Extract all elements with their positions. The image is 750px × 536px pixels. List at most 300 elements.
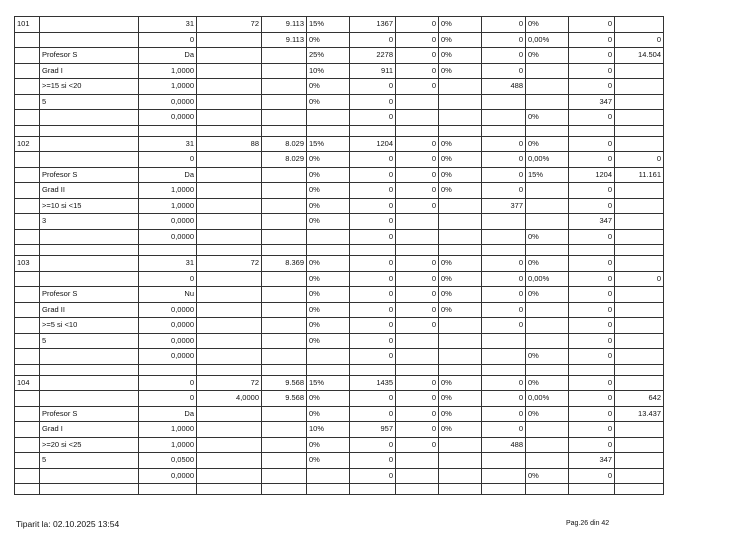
spacer-cell [569, 245, 615, 256]
table-cell: 0 [569, 63, 615, 79]
table-cell: 0 [569, 17, 615, 33]
table-cell: 0,0000 [139, 110, 197, 126]
table-cell: 0 [396, 375, 439, 391]
table-cell [197, 422, 262, 438]
table-cell [615, 375, 664, 391]
table-cell: >=20 si <25 [40, 437, 139, 453]
table-cell [197, 63, 262, 79]
table-cell: 0 [615, 32, 664, 48]
table-cell: 0,0000 [139, 333, 197, 349]
table-cell [396, 229, 439, 245]
table-cell: 0 [482, 136, 526, 152]
table-cell: 0,0500 [139, 453, 197, 469]
table-cell: 0% [307, 94, 350, 110]
table-cell: 0 [482, 422, 526, 438]
spacer-cell [197, 245, 262, 256]
table-row [15, 391, 664, 407]
table-cell [197, 349, 262, 365]
table-cell [40, 391, 139, 407]
table-cell [526, 333, 569, 349]
table-cell: 0 [396, 63, 439, 79]
spacer-cell [396, 245, 439, 256]
table-row [15, 256, 664, 272]
table-cell [615, 318, 664, 334]
table-cell: 0 [350, 453, 396, 469]
table-row [15, 94, 664, 110]
table-cell: 0 [396, 422, 439, 438]
table-cell: 0 [350, 271, 396, 287]
spacer-cell [526, 125, 569, 136]
table-cell: Profesor S [40, 406, 139, 422]
table-cell: 3 [40, 214, 139, 230]
table-cell [262, 422, 307, 438]
table-cell [197, 48, 262, 64]
table-cell: 0% [439, 17, 482, 33]
spacer-cell [139, 125, 197, 136]
table-cell [262, 79, 307, 95]
table-cell: 0% [439, 287, 482, 303]
table-cell: 347 [569, 453, 615, 469]
table-cell [40, 271, 139, 287]
table-cell: 0% [307, 167, 350, 183]
table-cell: 0 [569, 318, 615, 334]
table-cell [482, 349, 526, 365]
table-cell: 0% [439, 63, 482, 79]
spacer-cell [139, 364, 197, 375]
table-cell [15, 152, 40, 168]
table-cell: 0,0000 [139, 229, 197, 245]
table-cell: 0% [307, 214, 350, 230]
table-cell [615, 63, 664, 79]
table-cell [262, 333, 307, 349]
table-cell: 9.568 [262, 391, 307, 407]
spacer-cell [439, 484, 482, 495]
spacer-cell [615, 364, 664, 375]
table-cell [40, 256, 139, 272]
table-cell [15, 468, 40, 484]
spacer-cell [526, 484, 569, 495]
table-cell: 0 [396, 287, 439, 303]
spacer-cell [307, 245, 350, 256]
table-cell: 0% [439, 136, 482, 152]
table-cell: 0 [569, 256, 615, 272]
table-cell: 0 [482, 63, 526, 79]
table-cell [396, 333, 439, 349]
table-cell: 1435 [350, 375, 396, 391]
table-cell [262, 48, 307, 64]
table-cell [197, 229, 262, 245]
table-cell: 0 [350, 256, 396, 272]
table-row [15, 271, 664, 287]
table-cell: 103 [15, 256, 40, 272]
table-cell: 0% [526, 229, 569, 245]
table-cell: 13.437 [615, 406, 664, 422]
table-cell [482, 333, 526, 349]
table-cell [482, 94, 526, 110]
table-cell [307, 468, 350, 484]
table-cell: 1,0000 [139, 198, 197, 214]
table-cell [526, 302, 569, 318]
spacer-cell [40, 364, 139, 375]
table-cell: 642 [615, 391, 664, 407]
table-cell: 0 [482, 391, 526, 407]
table-cell: 0 [569, 422, 615, 438]
table-row [15, 167, 664, 183]
table-cell: 0 [396, 79, 439, 95]
table-cell [197, 287, 262, 303]
table-cell [262, 271, 307, 287]
table-cell [197, 468, 262, 484]
table-cell [15, 48, 40, 64]
table-cell: 0% [526, 17, 569, 33]
table-cell [439, 333, 482, 349]
table-row [15, 110, 664, 126]
table-cell: 72 [197, 256, 262, 272]
table-cell: 0 [350, 214, 396, 230]
table-cell: >=10 si <15 [40, 198, 139, 214]
table-cell [439, 437, 482, 453]
spacer-cell [350, 245, 396, 256]
table-cell [615, 349, 664, 365]
table-cell: Grad I [40, 422, 139, 438]
table-cell [15, 183, 40, 199]
table-cell: 0% [526, 136, 569, 152]
table-cell: 957 [350, 422, 396, 438]
table-cell: 0 [350, 79, 396, 95]
spacer-cell [396, 125, 439, 136]
table-cell: 0 [396, 391, 439, 407]
table-cell: 0% [439, 375, 482, 391]
table-cell [615, 229, 664, 245]
spacer-cell [197, 125, 262, 136]
table-row [15, 63, 664, 79]
table-cell: 102 [15, 136, 40, 152]
table-cell [40, 152, 139, 168]
table-cell: 0 [482, 302, 526, 318]
table-cell: 1,0000 [139, 422, 197, 438]
table-cell: 2278 [350, 48, 396, 64]
table-cell: 0% [439, 302, 482, 318]
spacer-cell [15, 364, 40, 375]
table-cell: 0 [482, 17, 526, 33]
table-cell: 104 [15, 375, 40, 391]
table-cell: 0,00% [526, 152, 569, 168]
table-cell: 0% [307, 391, 350, 407]
table-cell [262, 453, 307, 469]
table-cell [40, 136, 139, 152]
spacer-cell [396, 484, 439, 495]
table-cell: 0% [307, 437, 350, 453]
table-cell: 0,00% [526, 271, 569, 287]
spacer-cell [40, 484, 139, 495]
table-cell [526, 437, 569, 453]
table-cell [439, 453, 482, 469]
table-row [15, 17, 664, 33]
table-cell [197, 453, 262, 469]
table-cell [615, 437, 664, 453]
table-cell [15, 406, 40, 422]
table-cell [482, 110, 526, 126]
table-cell [15, 318, 40, 334]
spacer-cell [526, 245, 569, 256]
table-cell: 0% [307, 287, 350, 303]
table-cell: 0,0000 [139, 214, 197, 230]
table-cell: 0 [482, 167, 526, 183]
table-cell: 0 [615, 152, 664, 168]
table-cell [439, 110, 482, 126]
table-cell [15, 214, 40, 230]
table-cell: 0% [526, 110, 569, 126]
table-row [15, 152, 664, 168]
table-cell [15, 63, 40, 79]
table-cell: 101 [15, 17, 40, 33]
table-cell: 0 [569, 198, 615, 214]
table-cell: 0% [307, 32, 350, 48]
table-cell [615, 94, 664, 110]
spacer-cell [350, 125, 396, 136]
spacer-cell [139, 245, 197, 256]
table-row [15, 422, 664, 438]
table-cell: 15% [526, 167, 569, 183]
table-row [15, 183, 664, 199]
table-cell: 0,0000 [139, 468, 197, 484]
table-cell: 0 [350, 110, 396, 126]
spacer-cell [615, 125, 664, 136]
block-spacer-row [15, 245, 664, 256]
table-cell [615, 453, 664, 469]
spacer-cell [307, 484, 350, 495]
table-cell [40, 110, 139, 126]
table-cell: Grad II [40, 183, 139, 199]
table-cell [262, 183, 307, 199]
table-cell: 5 [40, 94, 139, 110]
spacer-cell [482, 125, 526, 136]
table-cell: 11.161 [615, 167, 664, 183]
table-cell [197, 152, 262, 168]
table-cell: >=15 si <20 [40, 79, 139, 95]
table-cell [526, 318, 569, 334]
table-cell [615, 302, 664, 318]
table-cell: 0% [526, 406, 569, 422]
table-cell [396, 214, 439, 230]
table-cell: 0 [396, 318, 439, 334]
table-cell [307, 110, 350, 126]
spacer-cell [307, 125, 350, 136]
table-cell: 0 [569, 437, 615, 453]
spacer-cell [569, 125, 615, 136]
table-cell: 0% [307, 318, 350, 334]
table-cell: 0% [439, 48, 482, 64]
table-cell: >=5 si <10 [40, 318, 139, 334]
table-cell: 0 [482, 318, 526, 334]
table-cell [40, 17, 139, 33]
spacer-cell [482, 484, 526, 495]
page-number: Pag.26 din 42 [566, 520, 610, 527]
table-cell [197, 79, 262, 95]
table-cell [40, 229, 139, 245]
table-cell: 0,00% [526, 391, 569, 407]
table-cell: 0 [350, 167, 396, 183]
table-cell [526, 214, 569, 230]
table-row [15, 229, 664, 245]
table-cell: 0% [439, 32, 482, 48]
table-cell: 0 [396, 437, 439, 453]
table-cell [439, 79, 482, 95]
table-cell: 0 [350, 198, 396, 214]
table-cell: 0 [569, 333, 615, 349]
spacer-cell [262, 245, 307, 256]
table-cell: 0 [482, 271, 526, 287]
spacer-cell [350, 364, 396, 375]
spacer-cell [262, 364, 307, 375]
table-cell: 15% [307, 17, 350, 33]
table-cell [615, 79, 664, 95]
table-cell [482, 229, 526, 245]
report-table [14, 16, 664, 495]
table-cell: 0 [350, 94, 396, 110]
table-cell: 0 [396, 256, 439, 272]
spacer-cell [15, 245, 40, 256]
table-row [15, 287, 664, 303]
table-cell [396, 468, 439, 484]
table-cell: 0 [569, 32, 615, 48]
table-cell: 0% [307, 406, 350, 422]
table-cell: 0 [350, 32, 396, 48]
table-cell [15, 287, 40, 303]
table-cell: 0 [350, 183, 396, 199]
table-cell: 72 [197, 375, 262, 391]
table-cell [197, 198, 262, 214]
table-cell [197, 333, 262, 349]
table-cell: 0 [569, 271, 615, 287]
table-cell: 15% [307, 136, 350, 152]
table-cell [307, 229, 350, 245]
table-cell: 488 [482, 437, 526, 453]
table-cell [197, 406, 262, 422]
table-cell [15, 271, 40, 287]
table-cell [526, 422, 569, 438]
table-row [15, 198, 664, 214]
table-cell [15, 110, 40, 126]
table-cell: 0% [307, 333, 350, 349]
table-cell [15, 167, 40, 183]
table-cell: 0 [396, 136, 439, 152]
table-cell: 0 [139, 32, 197, 48]
table-row [15, 79, 664, 95]
table-cell: 347 [569, 214, 615, 230]
table-cell [482, 468, 526, 484]
spacer-cell [15, 125, 40, 136]
table-cell: 0 [139, 391, 197, 407]
table-cell [15, 198, 40, 214]
table-cell [615, 468, 664, 484]
table-cell [262, 214, 307, 230]
table-cell [439, 229, 482, 245]
table-cell: 0 [569, 152, 615, 168]
table-cell: 0 [396, 406, 439, 422]
table-cell: 4,0000 [197, 391, 262, 407]
table-cell [262, 198, 307, 214]
spacer-cell [569, 364, 615, 375]
table-cell: 0% [307, 198, 350, 214]
spacer-cell [615, 484, 664, 495]
spacer-cell [40, 245, 139, 256]
table-cell [15, 437, 40, 453]
table-cell [439, 468, 482, 484]
table-cell: 0% [439, 406, 482, 422]
table-cell [262, 229, 307, 245]
table-cell: 0 [482, 287, 526, 303]
table-cell [615, 17, 664, 33]
table-cell: 0 [569, 375, 615, 391]
table-cell [439, 318, 482, 334]
table-cell: 0 [350, 437, 396, 453]
table-cell [15, 32, 40, 48]
table-cell: Grad I [40, 63, 139, 79]
table-row [15, 375, 664, 391]
table-cell [15, 94, 40, 110]
table-cell: 1367 [350, 17, 396, 33]
table-cell: 0 [350, 333, 396, 349]
table-cell: Da [139, 48, 197, 64]
spacer-cell [197, 484, 262, 495]
table-cell [439, 214, 482, 230]
table-cell [40, 468, 139, 484]
table-cell: 0 [569, 391, 615, 407]
spacer-cell [482, 245, 526, 256]
spacer-cell [15, 484, 40, 495]
table-cell: 0,00% [526, 32, 569, 48]
table-cell [197, 167, 262, 183]
table-cell: 25% [307, 48, 350, 64]
table-cell: 0% [439, 183, 482, 199]
table-cell: 0,0000 [139, 94, 197, 110]
table-row [15, 406, 664, 422]
table-cell: 0 [482, 406, 526, 422]
table-cell: 0 [350, 152, 396, 168]
spacer-cell [197, 364, 262, 375]
table-cell: 31 [139, 256, 197, 272]
table-cell [262, 287, 307, 303]
table-cell: 0 [569, 349, 615, 365]
block-spacer-row [15, 125, 664, 136]
table-cell [15, 349, 40, 365]
table-cell: 1204 [569, 167, 615, 183]
table-cell: 10% [307, 422, 350, 438]
table-cell: 0% [307, 79, 350, 95]
spacer-cell [615, 245, 664, 256]
table-cell: 0 [615, 271, 664, 287]
table-cell: Profesor S [40, 287, 139, 303]
table-cell: 0 [139, 152, 197, 168]
table-cell: 0% [307, 256, 350, 272]
table-cell: 0% [307, 271, 350, 287]
table-cell [439, 349, 482, 365]
table-cell: 8.369 [262, 256, 307, 272]
table-cell: 0% [439, 271, 482, 287]
table-cell [396, 94, 439, 110]
block-spacer-row [15, 484, 664, 495]
table-cell: 0 [396, 183, 439, 199]
table-cell: 15% [307, 375, 350, 391]
table-cell [197, 437, 262, 453]
table-cell [439, 94, 482, 110]
table-cell: 488 [482, 79, 526, 95]
table-cell [482, 214, 526, 230]
table-cell [396, 110, 439, 126]
table-cell: 0 [350, 468, 396, 484]
table-cell: 0 [396, 167, 439, 183]
